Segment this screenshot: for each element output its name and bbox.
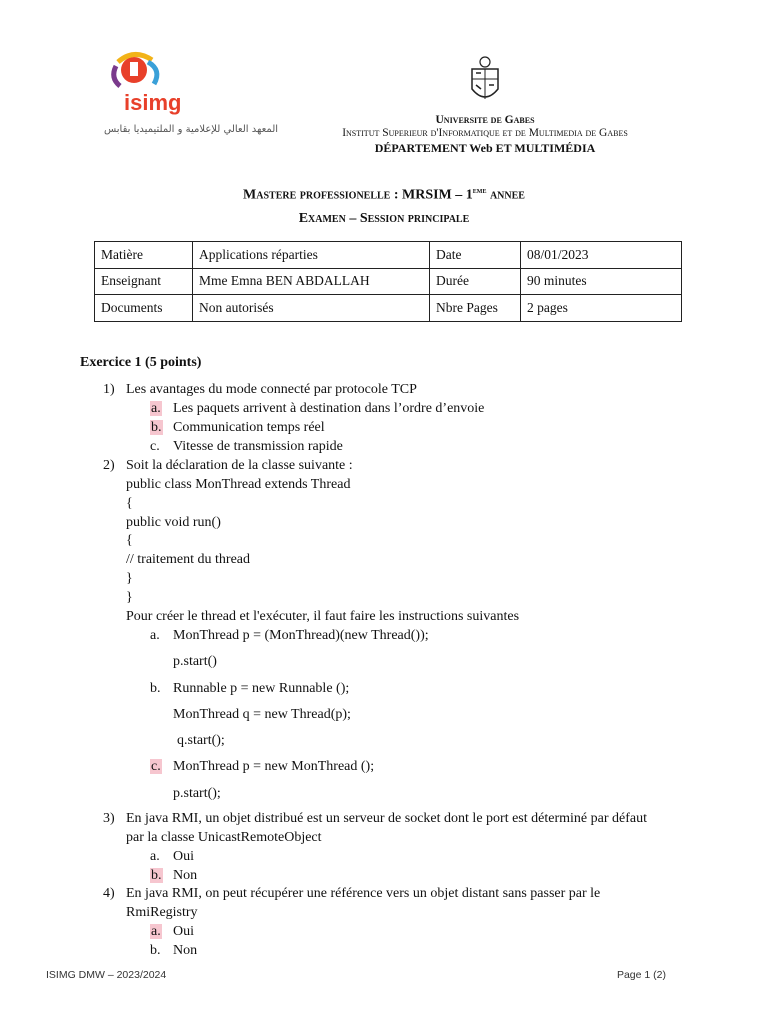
code-line: } — [126, 590, 133, 605]
logo-text: isimg — [124, 90, 182, 115]
option-code-line: MonThread p = (MonThread)(new Thread()); — [173, 628, 429, 643]
question-text: En java RMI, on peut récupérer une référence vers un objet distant sans passer par le — [126, 886, 601, 901]
table-cell: Non autorisés — [193, 295, 430, 322]
option-code-line: p.start() — [173, 654, 217, 669]
page-number: Page 1 (2) — [616, 969, 666, 981]
option-code-line: q.start(); — [177, 733, 225, 748]
exam-info-table — [94, 241, 682, 322]
question-text: Soit la déclaration de la classe suivante : — [126, 458, 353, 473]
option-letter: b. — [150, 943, 161, 958]
option-letter-selected: c. — [151, 759, 161, 774]
question-number: 3) — [103, 811, 115, 826]
code-line: public class MonThread extends Thread — [126, 477, 351, 492]
option-text: Vitesse de transmission rapide — [173, 439, 343, 454]
option-text: Communication temps réel — [173, 420, 325, 435]
table-row — [95, 295, 682, 322]
table-cell: Enseignant — [95, 268, 193, 295]
department-name: DÉPARTEMENT Web ET MULTIMÉDIA — [374, 141, 596, 155]
exam-program-title: Mastere professionelle : MRSIM – 1eme annee — [243, 186, 525, 203]
question-number: 1) — [103, 382, 115, 397]
option-text: Non — [173, 943, 198, 958]
option-code-line: MonThread p = new MonThread (); — [173, 759, 375, 774]
logo-arabic: المعهد العالي للإعلامية و الملتيميديا بقابس — [104, 124, 279, 135]
question-number: 4) — [103, 886, 115, 901]
table-cell: Applications réparties — [193, 242, 430, 269]
option-letter: a. — [150, 849, 160, 864]
option-code-line: p.start(); — [173, 786, 221, 801]
question-text: En java RMI, un objet distribué est un serveur de socket dont le port est déterminé par défaut — [126, 811, 647, 826]
code-line: { — [126, 496, 133, 511]
option-letter: a. — [150, 628, 160, 643]
option-code-line: Runnable p = new Runnable (); — [173, 681, 350, 696]
question-number: 2) — [103, 458, 115, 473]
question-text: par la classe UnicastRemoteObject — [126, 830, 322, 845]
option-letter: c. — [150, 439, 160, 454]
table-cell: Documents — [95, 295, 193, 322]
code-line: { — [126, 533, 133, 548]
code-line: } — [126, 571, 133, 586]
code-line: public void run() — [126, 515, 221, 530]
table-cell: Nbre Pages — [430, 295, 521, 322]
table-row — [95, 242, 682, 269]
option-text: Oui — [173, 924, 194, 939]
table-cell: Date — [430, 242, 521, 269]
option-letter: b. — [150, 681, 161, 696]
tunisia-emblem-icon — [464, 55, 506, 107]
isimg-logo — [104, 52, 279, 152]
option-text: Non — [173, 868, 198, 883]
table-cell: Durée — [430, 268, 521, 295]
option-text: Oui — [173, 849, 194, 864]
option-text: Les paquets arrivent à destination dans l’ordre d’envoie — [173, 401, 485, 416]
institute-name: Institut Superieur d'Informatique et de Multimedia de Gabes — [342, 127, 628, 139]
exam-session-title: Examen – Session principale — [298, 211, 470, 226]
exercise-title: Exercice 1 (5 points) — [80, 355, 202, 370]
option-letter-selected: b. — [151, 420, 162, 435]
code-line: // traitement du thread — [126, 552, 251, 567]
table-cell: Matière — [95, 242, 193, 269]
table-cell: 08/01/2023 — [521, 242, 682, 269]
option-letter-selected: b. — [151, 868, 162, 883]
university-name: Universite de Gabes — [435, 114, 535, 126]
question-text: RmiRegistry — [126, 905, 198, 920]
footer-left: ISIMG DMW – 2023/2024 — [46, 969, 167, 981]
table-cell: 2 pages — [521, 295, 682, 322]
question-text: Les avantages du mode connecté par protocole TCP — [126, 382, 417, 397]
table-row — [95, 268, 682, 295]
table-cell: 90 minutes — [521, 268, 682, 295]
table-cell: Mme Emna BEN ABDALLAH — [193, 268, 430, 295]
option-letter-selected: a. — [151, 401, 161, 416]
option-code-line: MonThread q = new Thread(p); — [173, 707, 351, 722]
question-prompt: Pour créer le thread et l'exécuter, il faut faire les instructions suivantes — [126, 609, 520, 624]
option-letter-selected: a. — [151, 924, 161, 939]
